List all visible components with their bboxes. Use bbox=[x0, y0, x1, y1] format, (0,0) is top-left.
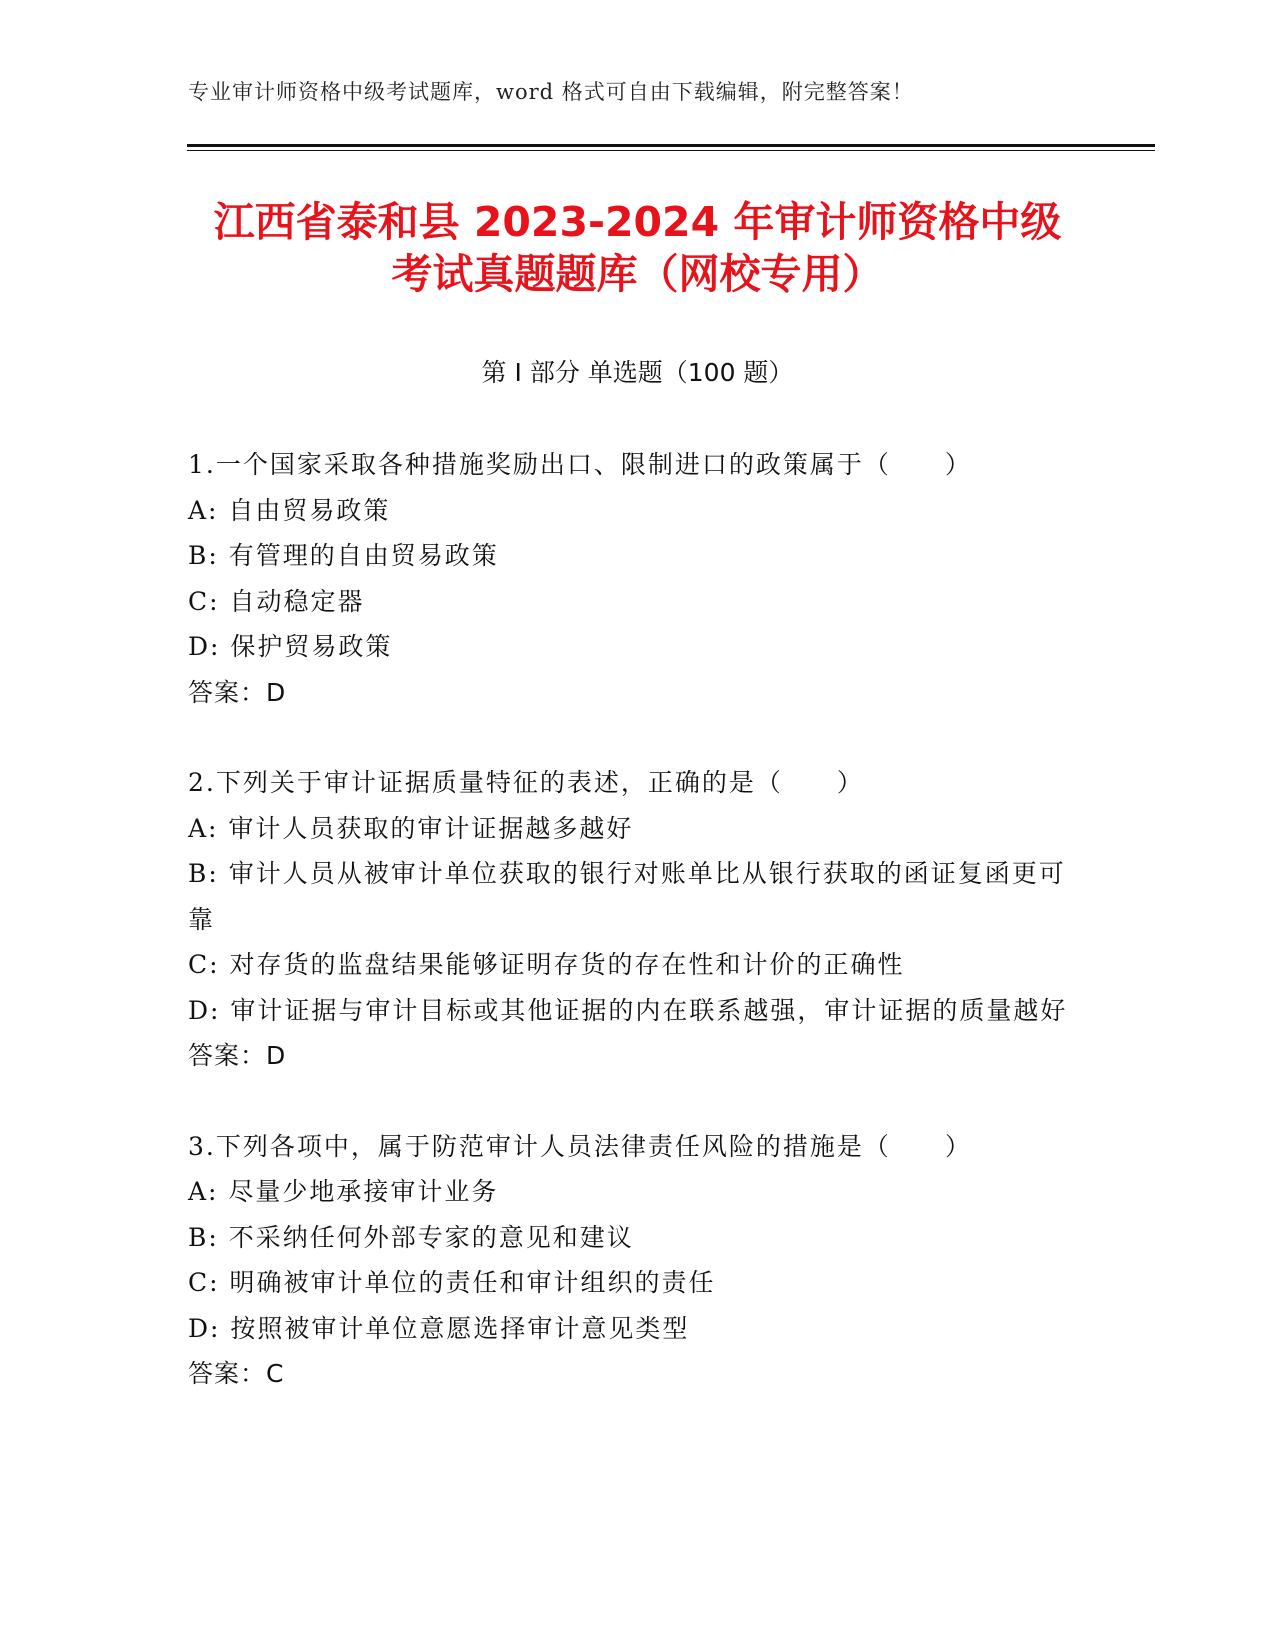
question-3 bbox=[188, 1124, 1088, 1397]
answer: 答案：C bbox=[188, 1359, 285, 1388]
option-d: D: 审计证据与审计目标或其他证据的内在联系越强，审计证据的质量越好 bbox=[188, 995, 1068, 1025]
option-a: A: 审计人员获取的审计证据越多越好 bbox=[188, 813, 634, 843]
question-2 bbox=[188, 760, 1088, 1079]
question-stem: 1.一个国家采取各种措施奖励出口、限制进口的政策属于（ ） bbox=[188, 450, 972, 479]
option-c: C: 对存货的监盘结果能够证明存货的存在性和计价的正确性 bbox=[188, 950, 905, 979]
option-d: D: 按照被审计单位意愿选择审计意见类型 bbox=[188, 1313, 690, 1343]
title-line-1: 江西省泰和县 2023-2024 年审计师资格中级 bbox=[213, 198, 1062, 246]
option-b: B: 不采纳任何外部专家的意见和建议 bbox=[188, 1222, 634, 1252]
title-line-2: 考试真题题库（网校专用） bbox=[391, 250, 884, 298]
question-1 bbox=[188, 442, 1088, 715]
header-note: 专业审计师资格中级考试题库，word 格式可自由下载编辑，附完整答案！ bbox=[188, 80, 914, 104]
document-title bbox=[130, 196, 1145, 300]
header-rule-thick bbox=[187, 144, 1155, 147]
option-b: B: 有管理的自由贸易政策 bbox=[188, 541, 499, 570]
option-d: D: 保护贸易政策 bbox=[188, 632, 393, 661]
answer: 答案：D bbox=[188, 677, 287, 707]
option-a: A: 自由贸易政策 bbox=[188, 495, 391, 525]
question-list bbox=[188, 442, 1088, 1442]
option-a: A: 尽量少地承接审计业务 bbox=[188, 1177, 499, 1206]
question-stem: 2.下列关于审计证据质量特征的表述，正确的是（ ） bbox=[188, 768, 864, 797]
answer: 答案：D bbox=[188, 1041, 287, 1070]
header-rule-thin bbox=[187, 150, 1155, 151]
option-c: C: 自动稳定器 bbox=[188, 586, 365, 616]
option-c: C: 明确被审计单位的责任和审计组织的责任 bbox=[188, 1268, 716, 1297]
section-heading: 第 I 部分 单选题（100 题） bbox=[481, 358, 794, 387]
option-b: B: 审计人员从被审计单位获取的银行对账单比从银行获取的函证复函更可靠 bbox=[188, 859, 1066, 934]
question-stem: 3.下列各项中，属于防范审计人员法律责任风险的措施是（ ） bbox=[188, 1131, 972, 1161]
